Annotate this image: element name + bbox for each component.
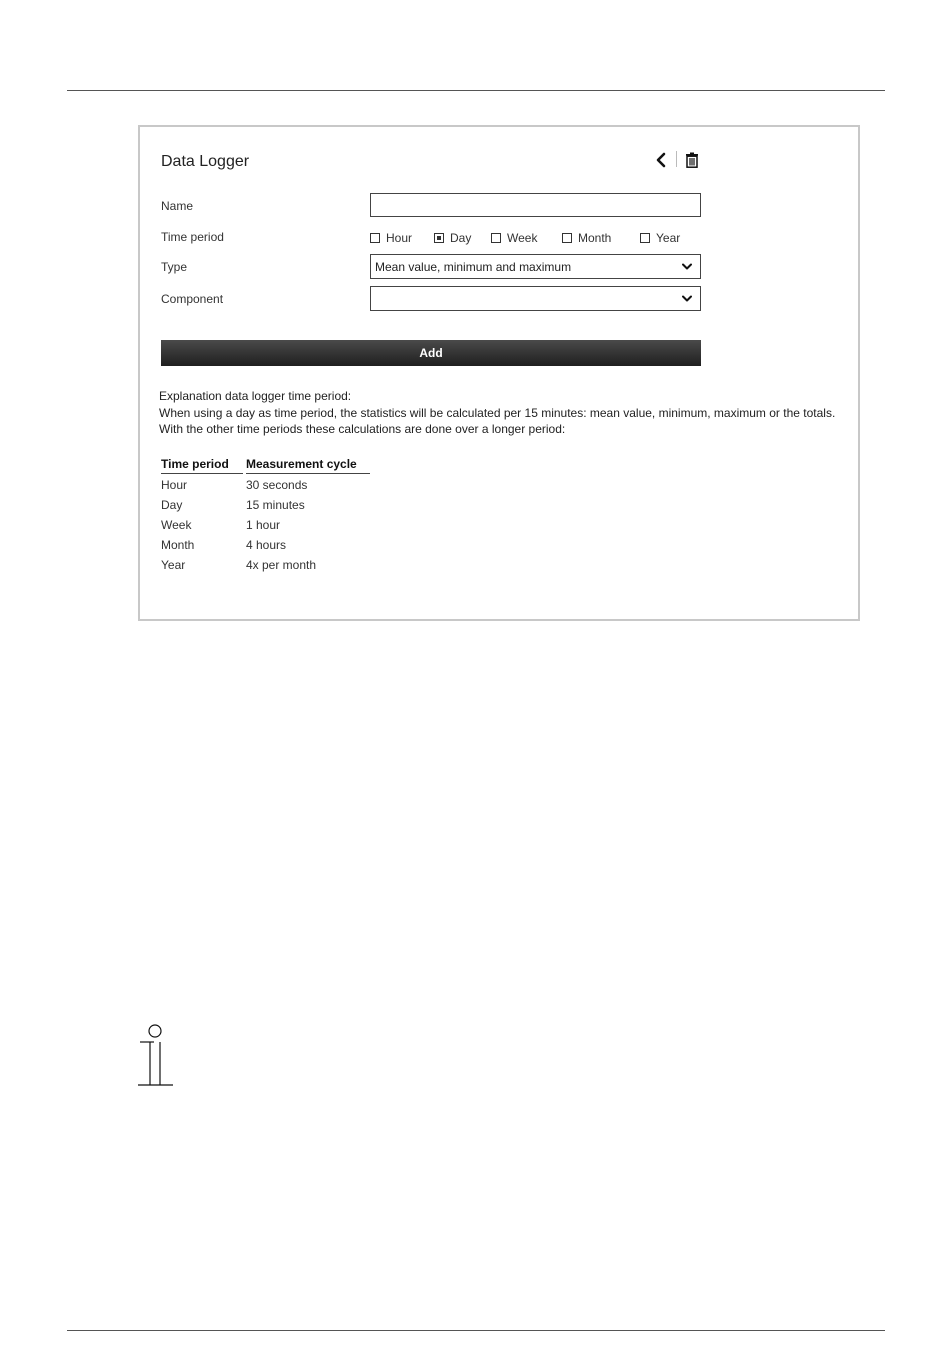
checkbox-month[interactable]: [562, 233, 572, 243]
name-input[interactable]: [370, 193, 701, 217]
dialog-title: Data Logger: [161, 153, 250, 170]
table-cell: Week: [161, 518, 192, 532]
table-cell: 4 hours: [246, 538, 287, 552]
type-label: Type: [161, 260, 188, 274]
page-top-rule: [67, 90, 885, 91]
time-period-option-week[interactable]: [491, 231, 537, 245]
explanation-heading: Explanation data logger time period:: [159, 389, 352, 403]
explanation-line: With the other time periods these calculations are done over a longer period:: [159, 422, 566, 436]
header-divider: [676, 151, 677, 167]
time-period-option-label: Year: [656, 231, 681, 245]
table-cell: Year: [161, 558, 186, 572]
type-select-value: Mean value, minimum and maximum: [375, 260, 572, 274]
table-cell: 1 hour: [246, 518, 281, 532]
component-label: Component: [161, 292, 224, 306]
time-period-option-label: Week: [507, 231, 538, 245]
time-period-option-label: Month: [578, 231, 612, 245]
time-period-label: Time period: [161, 230, 224, 244]
checkbox-day[interactable]: [434, 233, 444, 243]
table-cell: 15 minutes: [246, 498, 305, 512]
table-cell: Hour: [161, 478, 188, 492]
time-period-option-hour[interactable]: [370, 231, 412, 245]
chevron-down-icon: [682, 263, 692, 271]
page-bottom-rule: [67, 1330, 885, 1331]
checkbox-year[interactable]: [640, 233, 650, 243]
table-cell: 4x per month: [246, 558, 317, 572]
chevron-left-icon[interactable]: [652, 151, 670, 169]
time-period-option-label: Hour: [386, 231, 413, 245]
explanation-line: When using a day as time period, the statistics will be calculated per 15 minutes: mean value, minimum, maximum or the totals.: [159, 406, 836, 420]
table-cell: 30 seconds: [246, 478, 308, 492]
add-button[interactable]: Add: [161, 340, 701, 366]
time-period-option-year[interactable]: [640, 231, 680, 245]
chevron-down-icon: [682, 295, 692, 303]
name-label: Name: [161, 199, 194, 213]
type-select[interactable]: [370, 254, 701, 279]
time-period-option-day[interactable]: [434, 231, 471, 245]
trash-icon[interactable]: [683, 151, 701, 169]
table-cell: Month: [161, 538, 195, 552]
data-logger-panel: [138, 125, 860, 621]
time-period-option-label: Day: [450, 231, 472, 245]
table-cell: Day: [161, 498, 183, 512]
checkbox-week[interactable]: [491, 233, 501, 243]
checkbox-hour[interactable]: [370, 233, 380, 243]
table-header-measurement-cycle: Measurement cycle: [246, 457, 370, 474]
time-period-option-month[interactable]: [562, 231, 611, 245]
info-icon: [138, 1023, 174, 1087]
component-select[interactable]: [370, 286, 701, 311]
table-header-time-period: Time period: [161, 457, 243, 474]
